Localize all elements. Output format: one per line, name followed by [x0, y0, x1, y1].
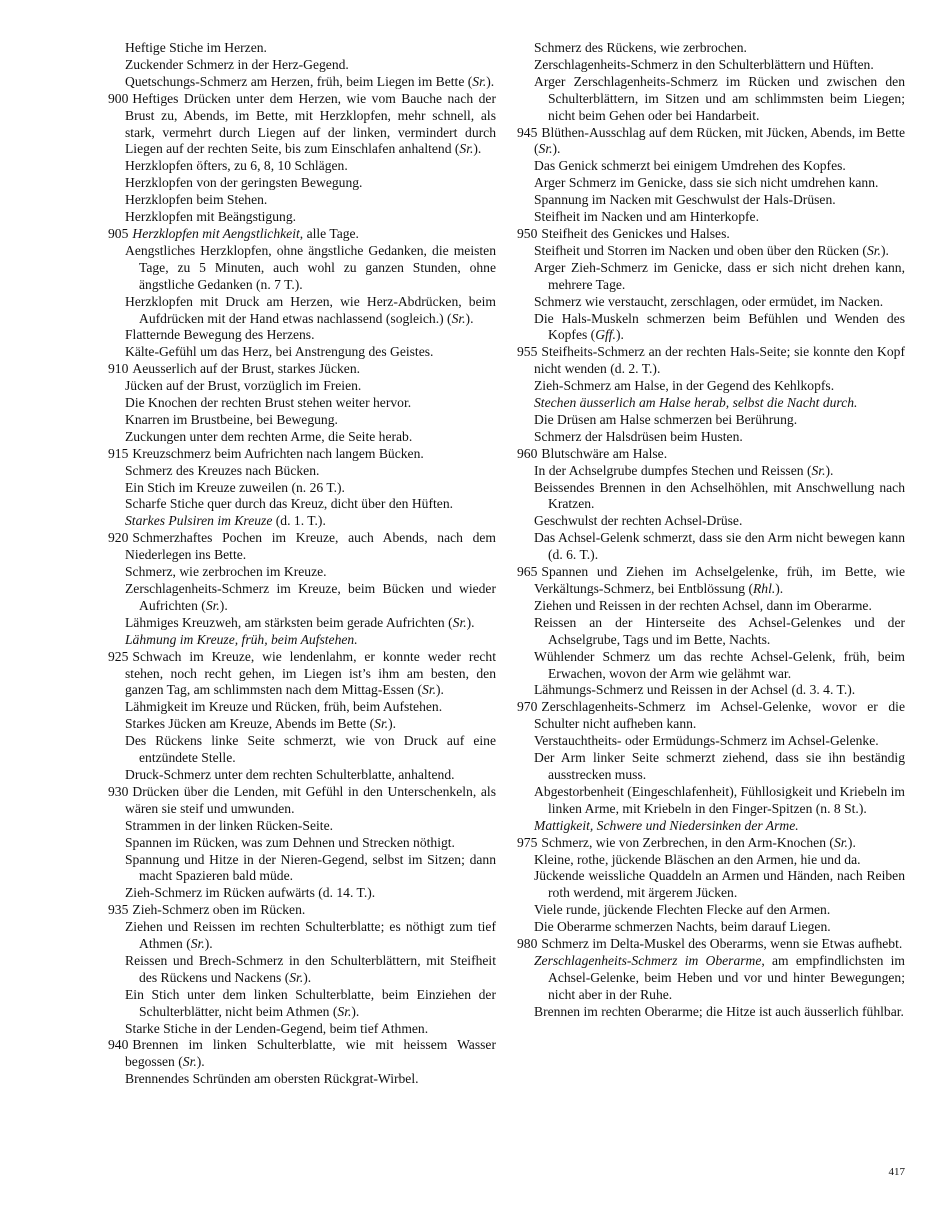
entry-source-abbrev: Sr. — [451, 310, 466, 326]
entry-italic-text: Lähmung im Kreuze, früh, beim Aufstehen. — [125, 631, 358, 647]
entry-text-after: ). — [552, 141, 561, 157]
entry — [517, 192, 905, 209]
entry — [108, 1021, 496, 1038]
entry-text-after: ). — [436, 682, 444, 698]
entry-italic-text: Mattigkeit, Schwere und Niedersinken der Arme. — [534, 817, 799, 833]
entry — [108, 1037, 496, 1071]
entry-number: 915 — [108, 445, 129, 461]
entry — [108, 852, 496, 886]
entry-source-abbrev: Sr. — [190, 936, 205, 952]
entry — [108, 344, 496, 361]
entry-text: Arger Zieh-Schmerz im Genicke, dass er sich nicht drehen kann, mehrere Tage. — [534, 259, 905, 292]
entry-text: Schmerzhaftes Pochen im Kreuze, auch Abends, nach dem Niederlegen ins Bette. — [125, 530, 496, 563]
entry — [108, 209, 496, 226]
entry-number: 910 — [108, 361, 129, 377]
entry-number: 955 — [517, 344, 538, 360]
entry-text: Ein Stich im Kreuze zuweilen (n. 26 T.). — [125, 479, 345, 495]
entry — [108, 378, 496, 395]
entry — [108, 294, 496, 328]
entry-text: Flatternde Bewegung des Herzens. — [125, 327, 315, 343]
entry — [517, 294, 905, 311]
entry — [108, 192, 496, 209]
entry-number: 975 — [517, 834, 538, 850]
entry-text: Heftiges Drücken unter dem Herzen, wie vom Bauche nach der Brust zu, Abends, im Bette, mit Herzklopfen, mehr schnell, als stark, vermehrt durch Liegen auf der linken, vermindert durch Liegen auf der rechten Seite, bis zum Einschlafen anhaltend ( — [125, 90, 496, 157]
entry-text: Kälte-Gefühl um das Herz, bei Anstrengung des Geistes. — [125, 344, 434, 360]
entry — [108, 987, 496, 1021]
entry-italic-text: Stechen äusserlich am Halse herab, selbst die Nacht durch. — [534, 395, 858, 411]
entry — [517, 260, 905, 294]
entry — [108, 784, 496, 818]
entry-text: Herzklopfen von der geringsten Bewegung. — [125, 175, 363, 191]
entry-number: 945 — [517, 124, 538, 140]
entry — [108, 40, 496, 57]
entry-text: Beissendes Brennen in den Achselhöhlen, mit Anschwellung nach Kratzen. — [534, 479, 905, 512]
entry-text-after: ). — [775, 581, 784, 596]
entry-text-after: ). — [880, 242, 889, 258]
entry-text: Die Oberarme schmerzen Nachts, beim darauf Liegen. — [534, 919, 831, 935]
entry — [517, 733, 905, 750]
entry-text: Quetschungs-Schmerz am Herzen, früh, beim Liegen im Bette ( — [125, 73, 473, 89]
entry-text: Reissen an der Hinterseite des Achsel-Gelenkes und der Achselgrube, Tags und im Bette, Nachts. — [534, 614, 905, 647]
entry — [517, 74, 905, 125]
entry-number: 925 — [108, 648, 129, 664]
entry-text: Drücken über die Lenden, mit Gefühl in den Unterschenkeln, als wären sie steif und umwunden. — [125, 783, 496, 816]
entry — [108, 327, 496, 344]
entry — [108, 412, 496, 429]
left-column — [108, 40, 496, 1088]
entry-text: Das Genick schmerzt bei einigem Umdrehen des Kopfes. — [534, 158, 846, 174]
entry-text-after: ). — [196, 1054, 205, 1070]
entry — [108, 74, 496, 91]
entry — [108, 243, 496, 294]
entry — [517, 480, 905, 514]
entry — [517, 818, 905, 835]
entry-text: Zieh-Schmerz am Halse, in der Gegend des Kehlkopfs. — [534, 378, 835, 394]
entry-text: Steifheit im Nacken und am Hinterkopfe. — [534, 209, 759, 225]
entry-text: Aeusserlich auf der Brust, starkes Jücken. — [132, 361, 361, 377]
entry-text: Die Knochen der rechten Brust stehen weiter hervor. — [125, 395, 412, 411]
entry-source-abbrev: Sr. — [538, 141, 553, 157]
entry-source-abbrev: Gff. — [595, 327, 616, 343]
entry-text: Arger Schmerz im Genicke, dass sie sich nicht umdrehen kann. — [534, 175, 879, 191]
entry — [108, 496, 496, 513]
entry — [517, 835, 905, 852]
entry-source-abbrev: Sr. — [337, 1003, 352, 1019]
entry — [517, 682, 905, 699]
entry-text: Des Rückens linke Seite schmerzt, wie von Druck auf eine entzündete Stelle. — [125, 733, 496, 766]
entry-text-after: ). — [847, 834, 856, 850]
entry-text: Zieh-Schmerz oben im Rücken. — [132, 902, 306, 918]
entry-number: 920 — [108, 530, 129, 546]
entry — [517, 57, 905, 74]
entry-text: Das Achsel-Gelenk schmerzt, dass sie den Arm nicht bewegen kann (d. 6. T.). — [534, 530, 905, 563]
entry — [517, 395, 905, 412]
entry-text: Strammen in der linken Rücken-Seite. — [125, 817, 334, 833]
entry-number: 950 — [517, 225, 538, 241]
entry — [108, 885, 496, 902]
entry — [517, 429, 905, 446]
entry-text: Druck-Schmerz unter dem rechten Schulterblatte, anhaltend. — [125, 766, 455, 782]
entry-text-after: ). — [219, 597, 228, 613]
entry-text-after: ). — [615, 327, 624, 343]
entry — [517, 699, 905, 733]
entry-text: Zuckungen unter dem rechten Arme, die Seite herab. — [125, 428, 413, 444]
entry — [108, 953, 496, 987]
entry-text-after: ). — [466, 614, 475, 630]
entry — [517, 226, 905, 243]
entry — [517, 209, 905, 226]
entry-source-abbrev: Sr. — [422, 682, 437, 698]
entry — [517, 412, 905, 429]
entry — [108, 581, 496, 615]
entry-text: Ein Stich unter dem linken Schulterblatte, beim Einziehen der Schulterblätter, nicht beim Athmen ( — [125, 986, 496, 1019]
entry — [517, 598, 905, 615]
entry-text: Geschwulst der rechten Achsel-Drüse. — [534, 513, 743, 529]
entry — [108, 919, 496, 953]
entry — [108, 57, 496, 74]
entry-text: Spannung und Hitze in der Nieren-Gegend, selbst im Sitzen; dann macht Spazieren bald müde. — [125, 851, 496, 884]
entry — [108, 835, 496, 852]
entry-text: In der Achselgrube dumpfes Stechen und Reissen ( — [534, 462, 812, 478]
entry-text: , am empfindlichsten im Achsel-Gelenke, beim Heben und vor und hinter Bewegungen; nicht aber in der Ruhe. — [548, 952, 905, 1002]
entry-text-after: ). — [303, 969, 312, 985]
entry-text: Arger Zerschlagenheits-Schmerz im Rücken und zwischen den Schulterblättern, im Sitzen und am schlimmsten beim Liegen; nicht beim Gehen oder bei Handarbeit. — [534, 73, 905, 123]
entry — [517, 530, 905, 564]
entry-text: Scharfe Stiche quer durch das Kreuz, dicht über den Hüften. — [125, 496, 454, 512]
entry-text-after: ). — [825, 462, 834, 478]
entry-text: Schmerz des Kreuzes nach Bücken. — [125, 462, 320, 478]
entry-text: Kleine, rothe, jückende Bläschen an den Armen, hie und da. — [534, 851, 861, 867]
entry — [517, 564, 905, 598]
entry-text: Lähmungs-Schmerz und Reissen in der Achsel (d. 3. 4. T.). — [534, 682, 856, 698]
entry-text: , alle Tage. — [299, 225, 359, 241]
entry-text: Steifheit des Genickes und Halses. — [541, 225, 730, 241]
entry — [517, 750, 905, 784]
entry-text: Ziehen und Reissen in der rechten Achsel, dann im Oberarme. — [534, 597, 872, 613]
entry — [108, 902, 496, 919]
entry — [517, 936, 905, 953]
entry — [108, 463, 496, 480]
entry-text-after: ). — [465, 310, 474, 326]
entry-italic-text: Herzklopfen mit Aengstlichkeit — [132, 225, 300, 241]
entry — [517, 125, 905, 159]
entry-number: 905 — [108, 225, 129, 241]
entry-text: Aengstliches Herzklopfen, ohne ängstliche Gedanken, die meisten Tage, zu 5 Minuten, auch wohl zu ganzen Stunden, ohne ängstliche Gedanken (n. 7 T.). — [125, 242, 496, 292]
entry — [108, 699, 496, 716]
entry — [517, 158, 905, 175]
entry-text-after: ). — [204, 936, 213, 952]
entry — [517, 902, 905, 919]
entry-number: 900 — [108, 90, 129, 106]
entry-text: Blüthen-Ausschlag auf dem Rücken, mit Jücken, Abends, im Bette ( — [534, 124, 905, 157]
entry-text: Herzklopfen mit Druck am Herzen, wie Herz-Abdrücken, beim Aufdrücken mit der Hand etwas nachlassend (sogleich.) ( — [125, 293, 496, 326]
entry-text: Abgestorbenheit (Eingeschlafenheit), Fühllosigkeit und Kriebeln im linken Arme, mit Kriebeln in den Finger-Spitzen (n. 8 St.). — [534, 783, 905, 816]
entry-text: Schwach im Kreuze, wie lendenlahm, er konnte weder recht stehen, noch recht gehen, im Liegen ist’s ihm am besten, den ganzen Tag, am schlimmsten nach dem Mittag-Essen ( — [125, 648, 496, 698]
entry-italic-text: Starkes Pulsiren im Kreuze — [125, 513, 273, 529]
entry-source-abbrev: Sr. — [289, 969, 304, 985]
entry-source-abbrev: Sr. — [182, 1054, 197, 1070]
entry — [108, 513, 496, 530]
entry — [517, 919, 905, 936]
entry-text: Jücken auf der Brust, vorzüglich im Freien. — [125, 378, 362, 394]
entry — [108, 818, 496, 835]
entry-text: Viele runde, jückende Flechten Flecke auf den Armen. — [534, 902, 831, 918]
entry — [108, 446, 496, 463]
entry-text: Verstauchtheits- oder Ermüdungs-Schmerz im Achsel-Gelenke. — [534, 733, 879, 749]
entry — [108, 716, 496, 733]
entry — [517, 175, 905, 192]
entry — [517, 243, 905, 260]
entry-text-after: ). — [486, 73, 495, 89]
entry-text: Lähmigkeit im Kreuze und Rücken, früh, beim Aufstehen. — [125, 699, 443, 715]
entry — [108, 395, 496, 412]
entry-text: Schmerz, wie zerbrochen im Kreuze. — [125, 564, 327, 580]
entry — [108, 615, 496, 632]
entry — [108, 632, 496, 649]
entry — [517, 649, 905, 683]
entry — [517, 344, 905, 378]
entry — [108, 649, 496, 700]
entry-text: Herzklopfen beim Stehen. — [125, 192, 268, 208]
entry-text: Schmerz, wie von Zerbrechen, in den Arm-Knochen ( — [541, 834, 834, 850]
entry-source-abbrev: Rhl. — [752, 581, 776, 596]
entry-text: Schmerz im Delta-Muskel des Oberarms, wenn sie Etwas aufhebt. — [541, 936, 903, 952]
entry-number: 935 — [108, 902, 129, 918]
entry-source-abbrev: Sr. — [459, 141, 474, 157]
entry — [517, 615, 905, 649]
page-number: 417 — [888, 1166, 905, 1178]
entry-text: Herzklopfen öfters, zu 6, 8, 10 Schlägen. — [125, 158, 348, 174]
entry-text: Kreuzschmerz beim Aufrichten nach langem Bücken. — [132, 445, 424, 461]
entry-source-abbrev: Sr. — [452, 614, 467, 630]
entry-text: Spannen im Rücken, was zum Dehnen und Strecken nöthigt. — [125, 834, 455, 850]
entry-text: Zerschlagenheits-Schmerz im Kreuze, beim Bücken und wieder Aufrichten ( — [125, 581, 496, 613]
entry — [108, 226, 496, 243]
entry-text: Spannung im Nacken mit Geschwulst der Hals-Drüsen. — [534, 192, 836, 208]
entry-number: 960 — [517, 445, 538, 461]
entry-number: 940 — [108, 1037, 129, 1053]
entry — [517, 40, 905, 57]
entry-source-abbrev: Sr. — [472, 73, 487, 89]
entry-text: Heftige Stiche im Herzen. — [125, 40, 267, 55]
entry-text: Herzklopfen mit Beängstigung. — [125, 209, 297, 225]
entry-text: Die Hals-Muskeln schmerzen beim Befühlen und Wenden des Kopfes ( — [534, 310, 905, 343]
entry-text: Schmerz des Rückens, wie zerbrochen. — [534, 40, 747, 55]
entry-text: Schmerz wie verstaucht, zerschlagen, oder ermüdet, im Nacken. — [534, 293, 884, 309]
entry-text: Starkes Jücken am Kreuze, Abends im Bette ( — [125, 716, 375, 732]
entry — [517, 1004, 905, 1021]
entry — [108, 158, 496, 175]
entry — [517, 868, 905, 902]
entry-source-abbrev: Sr. — [374, 716, 389, 732]
entry — [517, 513, 905, 530]
entry-text: Zerschlagenheits-Schmerz im Achsel-Gelenke, wovor er die Schulter nicht aufheben kann. — [534, 699, 905, 732]
entry — [517, 311, 905, 345]
entry — [517, 953, 905, 1004]
entry — [108, 564, 496, 581]
entry-source-abbrev: Sr. — [833, 834, 848, 850]
entry-text: Starke Stiche in der Lenden-Gegend, beim tief Athmen. — [125, 1020, 429, 1036]
entry-text: Wühlender Schmerz um das rechte Achsel-Gelenk, früh, beim Erwachen, wovon der Arm wie gelähmt war. — [534, 648, 905, 681]
entry-text: Lähmiges Kreuzweh, am stärksten beim gerade Aufrichten ( — [125, 614, 453, 630]
entry — [108, 733, 496, 767]
entry-number: 965 — [517, 564, 538, 580]
entry — [517, 446, 905, 463]
entry-text: Reissen und Brech-Schmerz in den Schulterblättern, mit Steifheit des Rückens und Nackens ( — [125, 952, 496, 985]
entry — [108, 530, 496, 564]
entry-text: Spannen und Ziehen im Achselgelenke, früh, im Bette, wie Verkältungs-Schmerz, bei Entblössung ( — [534, 564, 905, 596]
entry-text: Ziehen und Reissen im rechten Schulterblatte; es nöthigt zum tief Athmen ( — [125, 919, 496, 952]
entry — [517, 784, 905, 818]
entry-text: (d. 1. T.). — [272, 513, 326, 529]
entry-text: Jückende weissliche Quaddeln an Armen und Händen, nach Reiben roth werdend, mit ärgerem Jücken. — [534, 868, 905, 901]
entry-text: Schmerz der Halsdrüsen beim Husten. — [534, 428, 743, 444]
entry-text-after: ). — [388, 716, 397, 732]
entry-number: 930 — [108, 783, 129, 799]
entry — [517, 378, 905, 395]
entry-text: Die Drüsen am Halse schmerzen bei Berührung. — [534, 411, 798, 427]
entry-source-abbrev: Sr. — [205, 597, 220, 613]
entry — [108, 480, 496, 497]
entry-text: Zieh-Schmerz im Rücken aufwärts (d. 14. T.). — [125, 885, 376, 901]
entry — [108, 361, 496, 378]
entry-text: Brennen im rechten Oberarme; die Hitze ist auch äusserlich fühlbar. — [534, 1003, 904, 1019]
entry-text: Steifheit und Storren im Nacken und oben über den Rücken ( — [534, 242, 867, 258]
entry-number: 980 — [517, 936, 538, 952]
entry-source-abbrev: Sr. — [866, 242, 881, 258]
entry-source-abbrev: Sr. — [811, 462, 826, 478]
entry-text-after: ). — [473, 141, 482, 157]
right-column — [517, 40, 905, 1021]
entry-text: Blutschwäre am Halse. — [541, 445, 668, 461]
entry-text: Steifheits-Schmerz an der rechten Hals-Seite; sie konnte den Kopf nicht wenden (d. 2. T.). — [534, 344, 905, 377]
entry — [108, 91, 496, 159]
entry — [108, 429, 496, 446]
entry — [517, 852, 905, 869]
entry-text: Der Arm linker Seite schmerzt ziehend, dass sie ihn beständig ausstrecken muss. — [534, 750, 905, 782]
entry-text: Knarren im Brustbeine, bei Bewegung. — [125, 411, 338, 427]
entry-italic-text: Zerschlagenheits-Schmerz im Oberarme — [534, 952, 762, 968]
entry-text: Zuckender Schmerz in der Herz-Gegend. — [125, 56, 349, 72]
entry — [108, 1071, 496, 1088]
entry — [517, 463, 905, 480]
entry — [108, 175, 496, 192]
entry — [108, 767, 496, 784]
entry-text: Brennendes Schründen am obersten Rückgrat-Wirbel. — [125, 1071, 419, 1087]
entry-text-after: ). — [351, 1003, 360, 1019]
entry-text: Brennen im linken Schulterblatte, wie mit heissem Wasser begossen ( — [125, 1037, 496, 1070]
entry-text: Zerschlagenheits-Schmerz in den Schulterblättern und Hüften. — [534, 56, 874, 72]
entry-number: 970 — [517, 699, 538, 715]
